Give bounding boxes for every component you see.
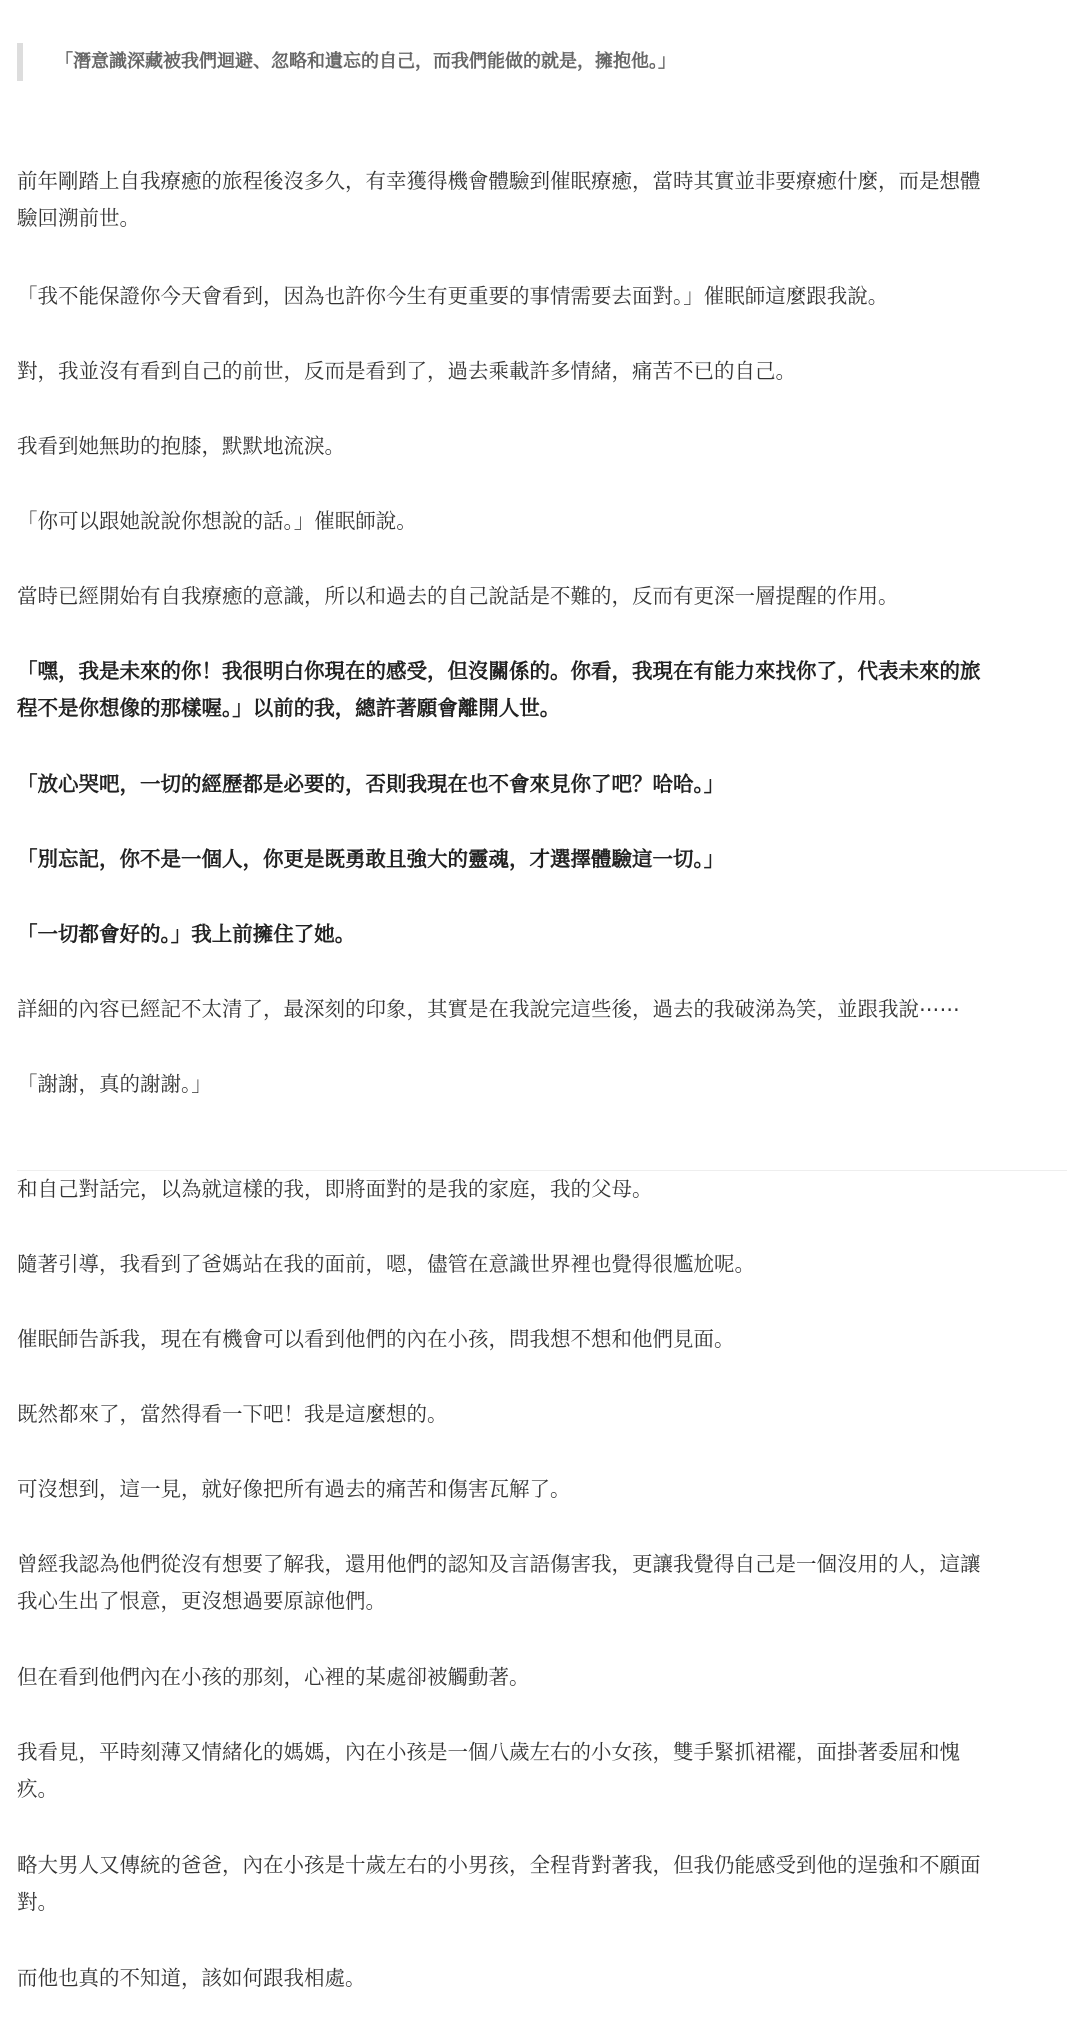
paragraph: [17, 1171, 1067, 1208]
paragraph: [17, 1321, 1067, 1358]
paragraph: [17, 841, 1067, 878]
paragraph: [17, 991, 1067, 1028]
paragraph: [17, 278, 1067, 315]
paragraph-line: 催眠師告訴我，現在有機會可以看到他們的內在小孩，問我想不想和他們見面。: [17, 1327, 735, 1351]
paragraph-line: 對。: [17, 1890, 58, 1914]
paragraph: [17, 653, 1067, 727]
paragraph: [17, 766, 1067, 803]
paragraph: [17, 503, 1067, 540]
paragraph-line: 隨著引導，我看到了爸媽站在我的面前，嗯，儘管在意識世界裡也覺得很尷尬呢。: [17, 1252, 755, 1276]
paragraph: [17, 578, 1067, 615]
paragraph: [17, 1246, 1067, 1283]
paragraph-line: 當時已經開始有自我療癒的意識，所以和過去的自己說話是不難的，反而有更深一層提醒的作用。: [17, 584, 899, 608]
paragraph-line: 詳細的內容已經記不太清了，最深刻的印象，其實是在我說完這些後，過去的我破涕為笑，並跟我說⋯⋯: [17, 997, 960, 1021]
paragraph-line: 「我不能保證你今天會看到，因為也許你今生有更重要的事情需要去面對。」催眠師這麼跟我說。: [17, 284, 889, 308]
paragraph: [17, 428, 1067, 465]
paragraph-line: 前年剛踏上自我療癒的旅程後沒多久，有幸獲得機會體驗到催眠療癒，當時其實並非要療癒什麼，而是想體: [17, 169, 981, 193]
blockquote: 「潛意識深藏被我們迴避、忽略和遺忘的自己，而我們能做的就是，擁抱他。」: [17, 43, 1067, 81]
paragraph-line: 「嘿，我是未來的你！我很明白你現在的感受，但沒關係的。你看，我現在有能力來找你了，代表未來的旅: [17, 659, 981, 683]
paragraph: [17, 916, 1067, 953]
paragraph: [17, 1960, 1067, 1997]
paragraph: [17, 1066, 1067, 1103]
paragraph-line: 略大男人又傳統的爸爸，內在小孩是十歲左右的小男孩，全程背對著我，但我仍能感受到他的逞強和不願面: [17, 1853, 981, 1877]
paragraph-line: 我看見，平時刻薄又情緒化的媽媽，內在小孩是一個八歲左右的小女孩，雙手緊抓裙襬，面掛著委屈和愧: [17, 1740, 960, 1764]
paragraph-line: 「別忘記，你不是一個人，你更是既勇敢且強大的靈魂，才選擇體驗這一切。」: [17, 847, 725, 871]
paragraph-line: 對，我並沒有看到自己的前世，反而是看到了，過去乘載許多情緒，痛苦不已的自己。: [17, 359, 796, 383]
paragraph-line: 「你可以跟她說說你想說的話。」催眠師說。: [17, 509, 417, 533]
paragraph-line: 但在看到他們內在小孩的那刻，心裡的某處卻被觸動著。: [17, 1665, 530, 1689]
paragraph: [17, 163, 1067, 237]
paragraph: [17, 353, 1067, 390]
paragraph-line: 「一切都會好的。」我上前擁住了她。: [17, 922, 356, 946]
paragraph-line: 疚。: [17, 1777, 58, 1801]
paragraph-line: 程不是你想像的那樣喔。」以前的我，總許著願會離開人世。: [17, 696, 561, 720]
paragraph-line: 我心生出了恨意，更沒想過要原諒他們。: [17, 1589, 386, 1613]
paragraph-line: 而他也真的不知道，該如何跟我相處。: [17, 1966, 366, 1990]
paragraph: [17, 1546, 1067, 1620]
paragraph-line: 既然都來了，當然得看一下吧！我是這麼想的。: [17, 1402, 448, 1426]
paragraph: [17, 1734, 1067, 1808]
paragraph-line: 「放心哭吧，一切的經歷都是必要的，否則我現在也不會來見你了吧？哈哈。」: [17, 772, 725, 796]
paragraph: [17, 1471, 1067, 1508]
paragraph-line: 驗回溯前世。: [17, 206, 140, 230]
paragraph-line: 和自己對話完，以為就這樣的我，即將面對的是我的家庭，我的父母。: [17, 1177, 653, 1201]
paragraph-line: 「謝謝，真的謝謝。」: [17, 1072, 212, 1096]
paragraph-line: 曾經我認為他們從沒有想要了解我，還用他們的認知及言語傷害我，更讓我覺得自己是一個沒用的人，這讓: [17, 1552, 981, 1576]
paragraph: [17, 1396, 1067, 1433]
paragraph: [17, 1847, 1067, 1921]
paragraph-line: 可沒想到，這一見，就好像把所有過去的痛苦和傷害瓦解了。: [17, 1477, 571, 1501]
paragraph: [17, 1659, 1067, 1696]
paragraph-line: 我看到她無助的抱膝，默默地流淚。: [17, 434, 345, 458]
